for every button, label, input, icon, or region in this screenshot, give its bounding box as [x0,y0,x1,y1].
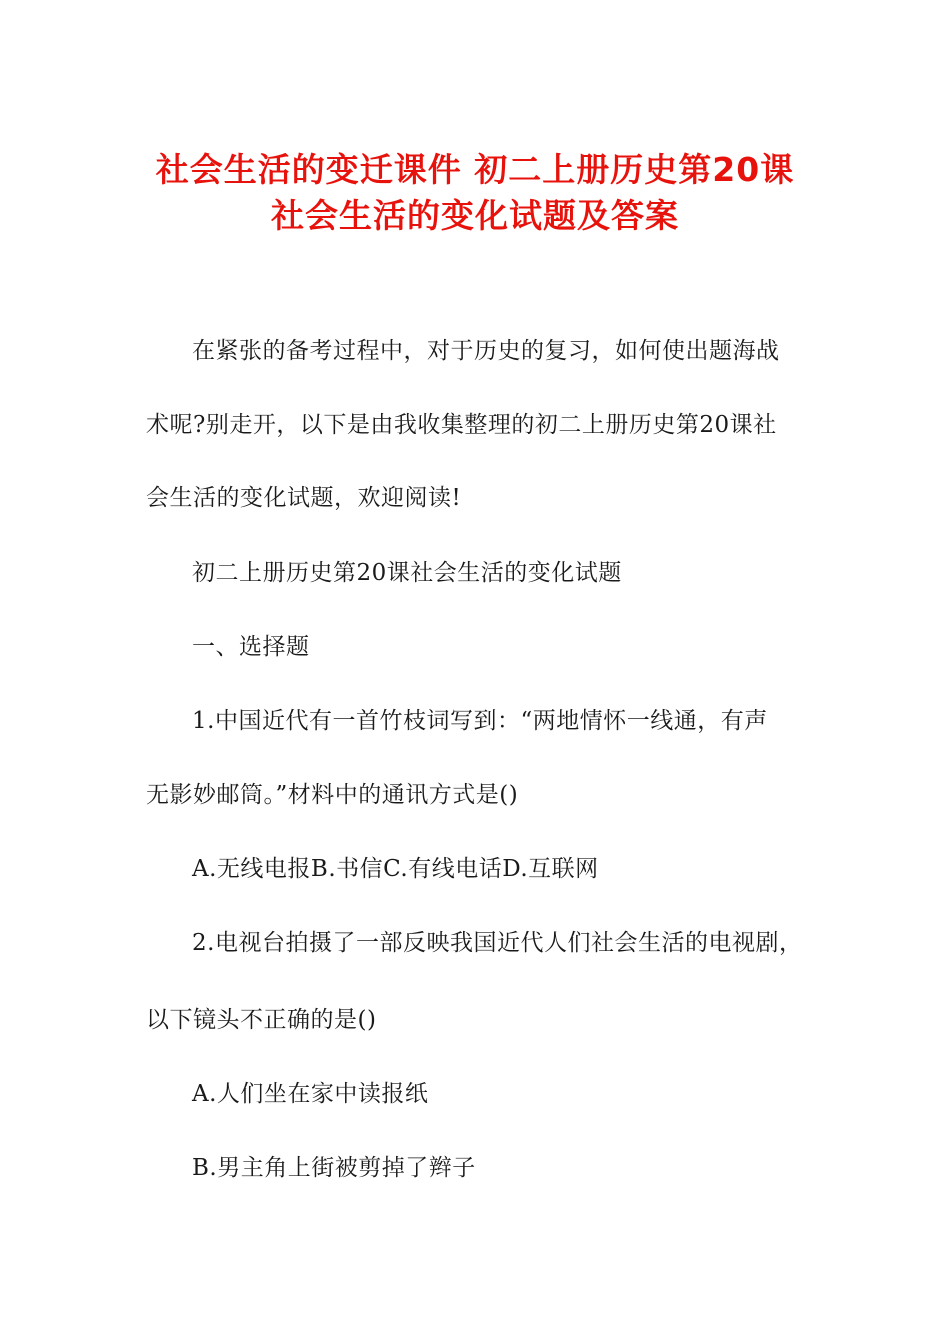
intro-line-2: 术呢?别走开，以下是由我收集整理的初二上册历史第20课社 [146,412,777,438]
question-2-line-2: 以下镜头不正确的是() [146,1007,377,1033]
title-line-1: 社会生活的变迁课件 初二上册历史第20课 [155,150,795,189]
intro-line-1: 在紧张的备考过程中，对于历史的复习，如何使出题海战 [192,338,780,364]
question-1-options: A.无线电报B.书信C.有线电话D.互联网 [192,856,599,882]
question-2-line-1: 2.电视台拍摄了一部反映我国近代人们社会生活的电视剧， [192,930,803,956]
subtitle: 初二上册历史第20课社会生活的变化试题 [192,560,622,586]
question-1-line-2: 无影妙邮筒。”材料中的通讯方式是() [146,782,519,808]
question-2-option-b: B.男主角上街被剪掉了辫子 [192,1155,476,1181]
title-line-2: 社会生活的变化试题及答案 [271,196,679,235]
question-2-option-a: A.人们坐在家中读报纸 [192,1081,429,1107]
intro-line-3: 会生活的变化试题，欢迎阅读! [146,485,462,511]
question-1-line-1: 1.中国近代有一首竹枝词写到：“两地情怀一线通，有声 [192,708,768,734]
section-heading: 一、选择题 [192,634,310,660]
